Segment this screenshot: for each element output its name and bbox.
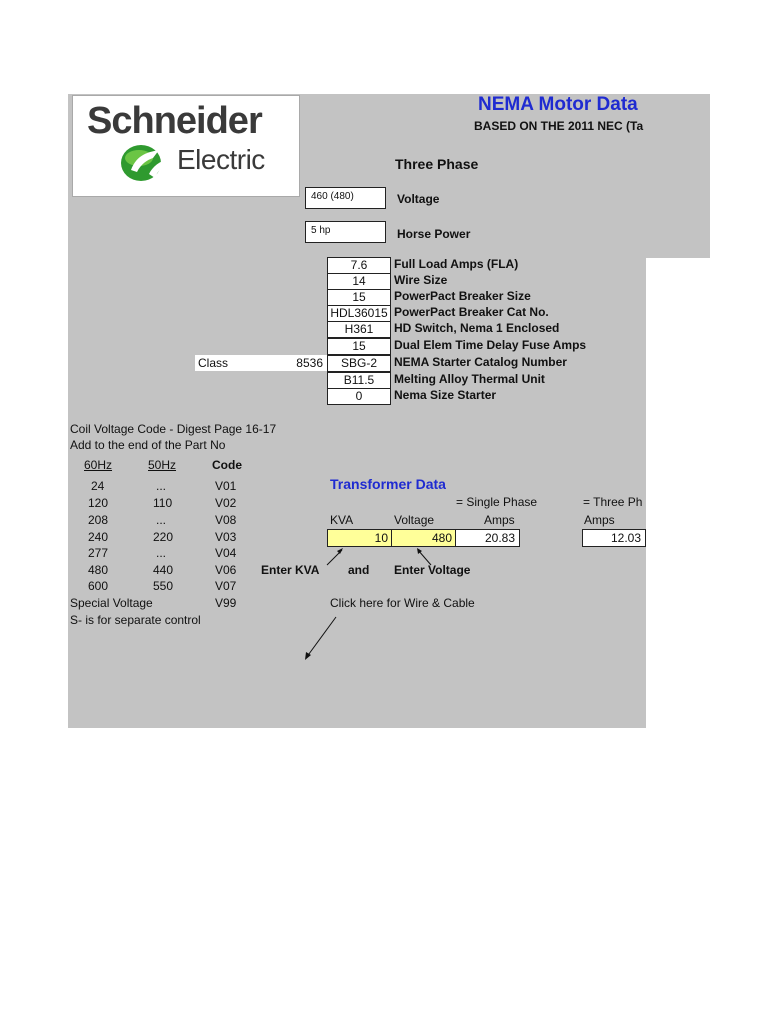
arrow-to-voltage-icon xyxy=(414,546,436,568)
horsepower-input[interactable]: 5 hp xyxy=(305,221,386,243)
coil-row-code: V02 xyxy=(215,496,237,510)
fuse-amps-value: 15 xyxy=(327,338,391,355)
voltage-label: Voltage xyxy=(397,192,440,206)
nema-size-label: Nema Size Starter xyxy=(394,388,497,402)
coil-row-code: V08 xyxy=(215,513,237,527)
voltage-header: Voltage xyxy=(394,513,435,527)
starter-catalog-label: NEMA Starter Catalog Number xyxy=(394,355,567,369)
coil-row-50hz: 220 xyxy=(153,530,174,544)
kva-input[interactable]: 10 xyxy=(327,529,392,547)
coil-row-60hz: 120 xyxy=(88,496,109,510)
fla-label: Full Load Amps (FLA) xyxy=(394,257,519,271)
spreadsheet-area-extension xyxy=(646,94,710,258)
coil-header-60hz: 60Hz xyxy=(84,458,113,472)
single-phase-amps: 20.83 xyxy=(455,529,520,547)
three-phase-label: = Three Ph xyxy=(583,495,643,509)
coil-row-code: V06 xyxy=(215,563,237,577)
kva-header: KVA xyxy=(330,513,354,527)
three-phase-amps: 12.03 xyxy=(582,529,646,547)
separate-control-note: S- is for separate control xyxy=(70,613,201,627)
single-phase-label: = Single Phase xyxy=(456,495,538,509)
breaker-cat-value: HDL36015 xyxy=(327,305,391,322)
coil-row-50hz: ... xyxy=(156,546,167,560)
wire-cable-link[interactable]: Click here for Wire & Cable xyxy=(330,596,475,610)
coil-row-50hz: 440 xyxy=(153,563,174,577)
coil-row-60hz: 208 xyxy=(88,513,109,527)
thermal-unit-value: B11.5 xyxy=(327,372,391,389)
coil-row-60hz: 24 xyxy=(91,479,105,493)
fla-value: 7.6 xyxy=(327,257,391,274)
wire-size-label: Wire Size xyxy=(394,273,448,287)
coil-header-50hz: 50Hz xyxy=(148,458,177,472)
enter-kva-label: Enter KVA xyxy=(261,563,320,577)
special-voltage-label: Special Voltage xyxy=(70,596,153,610)
coil-row-50hz: 550 xyxy=(153,579,174,593)
starter-catalog-value: SBG-2 xyxy=(327,355,391,372)
and-label: and xyxy=(348,563,370,577)
coil-row-50hz: ... xyxy=(156,513,167,527)
coil-row-60hz: 277 xyxy=(88,546,109,560)
three-amps-header: Amps xyxy=(584,513,615,527)
coil-row-code: V04 xyxy=(215,546,237,560)
breaker-size-label: PowerPact Breaker Size xyxy=(394,289,531,303)
coil-row-code: V01 xyxy=(215,479,237,493)
coil-row-60hz: 240 xyxy=(88,530,109,544)
coil-header-code: Code xyxy=(212,458,242,472)
schneider-logo xyxy=(72,95,300,197)
coil-row-50hz: ... xyxy=(156,479,167,493)
phase-label: Three Phase xyxy=(395,156,479,172)
horsepower-label: Horse Power xyxy=(397,227,471,241)
breaker-cat-label: PowerPact Breaker Cat No. xyxy=(394,305,549,319)
class-row xyxy=(195,355,327,371)
fuse-amps-label: Dual Elem Time Delay Fuse Amps xyxy=(394,338,587,352)
voltage-input[interactable]: 460 (480) xyxy=(305,187,386,209)
coil-row-code: V07 xyxy=(215,579,237,593)
arrow-to-kva-icon xyxy=(324,546,346,568)
coil-title: Coil Voltage Code - Digest Page 16-17 xyxy=(70,422,277,436)
class-number: 8536 xyxy=(296,356,323,370)
coil-row-60hz: 480 xyxy=(88,563,109,577)
enter-voltage-label: Enter Voltage xyxy=(394,563,471,577)
class-label: Class xyxy=(198,356,229,370)
page-title: NEMA Motor Data xyxy=(478,94,638,115)
coil-subtitle: Add to the end of the Part No xyxy=(70,438,226,452)
wire-size-value: 14 xyxy=(327,273,391,290)
logo-text-schneider: Schneider xyxy=(87,100,262,142)
hd-switch-value: H361 xyxy=(327,321,391,338)
transformer-voltage-input[interactable]: 480 xyxy=(391,529,456,547)
coil-row-code: V03 xyxy=(215,530,237,544)
arrow-down-left-icon xyxy=(302,614,342,662)
nema-size-value: 0 xyxy=(327,388,391,405)
schneider-leaf-icon xyxy=(119,140,177,186)
special-voltage-code: V99 xyxy=(215,596,237,610)
logo-text-electric: Electric xyxy=(177,144,265,175)
single-amps-header: Amps xyxy=(484,513,515,527)
coil-row-60hz: 600 xyxy=(88,579,109,593)
thermal-unit-label: Melting Alloy Thermal Unit xyxy=(394,372,545,386)
coil-row-50hz: 110 xyxy=(153,496,173,510)
page-subtitle: BASED ON THE 2011 NEC (Ta xyxy=(474,119,644,133)
transformer-title: Transformer Data xyxy=(330,476,446,492)
breaker-size-value: 15 xyxy=(327,289,391,306)
hd-switch-label: HD Switch, Nema 1 Enclosed xyxy=(394,321,560,335)
